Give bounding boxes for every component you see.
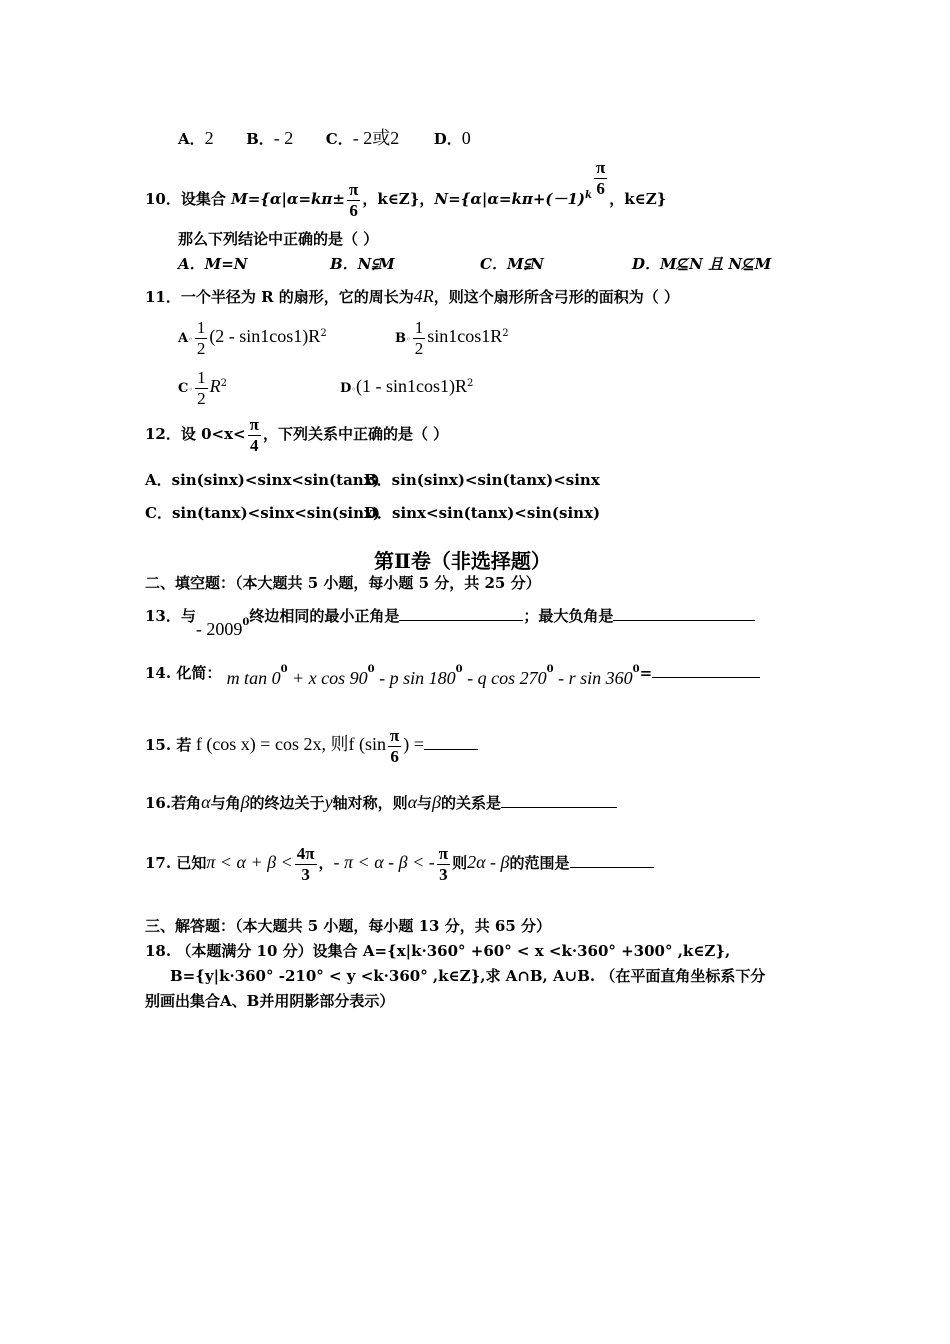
q15 <box>145 722 478 767</box>
q18-line-3: 别画出集合A、B并用阴影部分表示） <box>145 992 395 1010</box>
q12-four: 4 <box>250 435 259 455</box>
q9-option-c-label: C． <box>325 130 353 148</box>
q12-text-a: 设 0<x< <box>180 425 246 443</box>
q11-option-d: D◦(1 - $\sin 1\cos 1)R^2$ <box>340 376 474 396</box>
q16-text-c: 的终边关于 <box>249 794 325 812</box>
q14 <box>145 655 760 688</box>
q16-text-f: 的关系是 <box>441 794 502 812</box>
q10-pi: π <box>348 179 359 199</box>
q12-frac-pi-4 <box>248 415 261 456</box>
q12-pi: π <box>249 414 259 434</box>
q17-pi: π <box>438 843 449 863</box>
q11-half-den: 2 <box>196 338 206 358</box>
q17-three: 3 <box>301 864 310 884</box>
q13-text-c: ；最大负角是 <box>523 607 614 625</box>
q14-term-5: - r sin 360 <box>553 668 633 688</box>
q13-text-b: 终边相同的最小正角是 <box>249 607 400 625</box>
q16 <box>145 792 617 813</box>
q14-term-3: - p sin 180 <box>374 668 456 688</box>
q10-set-n: N={α|α=kπ+(－1) <box>434 190 586 208</box>
q11-half-num-b: 1 <box>414 317 424 337</box>
q10-six-b: 6 <box>596 178 605 198</box>
q11-option-b-label: B <box>395 331 406 346</box>
q14-answer-blank[interactable] <box>652 663 760 678</box>
q16-beta-b: β <box>432 792 442 812</box>
q10-option-b: B．N⫋M <box>330 255 395 273</box>
q11-option-d-expr: (1 - sin1cos1)R <box>356 376 467 396</box>
q11-option-a-expr: (2 - sin1cos1)R <box>209 326 321 346</box>
q11-option-a-label: A <box>178 331 189 346</box>
q10-frac-pi-6 <box>347 180 360 221</box>
q11-text: 一个半径为 R 的扇形，它的周长为 <box>180 288 414 306</box>
q10-text: 设集合 <box>180 190 232 208</box>
q17-answer-blank[interactable] <box>570 853 654 868</box>
q11-number: 11． <box>145 288 181 306</box>
q10-option-d: D．M⊈N 且 N⊈M <box>632 255 772 273</box>
q11-half-den-b: 2 <box>414 338 424 358</box>
q9-option-a-label: A． <box>178 130 205 148</box>
q11-option-d-label: D <box>340 381 352 396</box>
q15-answer-blank[interactable] <box>424 735 478 750</box>
q16-answer-blank[interactable] <box>501 793 617 808</box>
q11-square-c: 2 <box>220 378 227 389</box>
q17-frac-4pi-3 <box>295 844 317 885</box>
q10-k-in-z: ，k∈Z}， <box>362 190 435 208</box>
q10-number: 10． <box>145 190 181 208</box>
q10-stem <box>145 157 667 229</box>
q17-text-a: 17. 已知 <box>145 854 207 872</box>
q15-six: 6 <box>390 746 399 766</box>
q15-expr-a: f (cos x) = cos 2x, 则f (sin <box>191 734 386 754</box>
q9-option-d-value: 0 <box>461 128 471 148</box>
q12-option-a: A．sin(sinx)<sinx<sin(tanx) <box>145 471 380 489</box>
q17-expr-c: 2α - β <box>467 852 510 872</box>
q12-number: 12． <box>145 425 181 443</box>
q11-option-b: B◦ $\frac{1}{2}$ $\sin 1\cos 1R^2$ <box>395 317 509 358</box>
q11-half-num: 1 <box>196 317 206 337</box>
q14-deg-2: 0 <box>367 664 375 675</box>
q10-option-a: A．M=N <box>178 255 248 273</box>
q13-number: 13．与 <box>145 607 196 625</box>
q16-alpha: α <box>201 792 211 812</box>
q16-text-b: 与角 <box>210 794 241 812</box>
q9-option-b-value: - 2 <box>273 128 294 148</box>
q10-end: ，k∈Z} <box>609 190 667 208</box>
q17-frac-pi-3 <box>437 844 450 885</box>
q11-perimeter: 4R <box>413 286 434 306</box>
q17-expr-b: - π < α - β < - <box>333 852 435 872</box>
q12-option-b: B．sin(sinx)<sin(tanx)<sinx <box>364 471 600 489</box>
q12-stem <box>145 412 448 456</box>
q10-six: 6 <box>349 200 358 220</box>
q14-term-4: - q cos 270 <box>462 668 547 688</box>
q14-term-2: + x cos 90 <box>287 668 368 688</box>
q17-comma: ， <box>318 854 334 872</box>
q14-number: 14. 化简： <box>145 664 222 682</box>
q10-option-c: C．M⫋N <box>480 255 544 273</box>
q10-question: 那么下列结论中正确的是（ ） <box>178 230 379 248</box>
q11-half-c <box>195 368 208 409</box>
q13-angle: - 2009 <box>195 619 243 639</box>
q11-half-b <box>413 318 426 359</box>
q10-pi-b: π <box>595 157 606 177</box>
q11-square-b: 2 <box>502 328 509 339</box>
q15-expr-b: ) = <box>403 734 424 754</box>
q13-degree: 0 <box>242 617 250 628</box>
q14-deg-1: 0 <box>280 664 288 675</box>
q16-alpha-b: α <box>407 792 418 812</box>
q16-text-e: 与 <box>417 794 433 812</box>
q9-option-a-value: 2 <box>204 128 214 148</box>
q11-half-a <box>195 318 208 359</box>
q11-option-b-expr: sin1cos1R <box>427 326 503 346</box>
q11-half-num-c: 1 <box>197 367 206 387</box>
q17-expr-a: π < α + β < <box>206 852 293 872</box>
q16-beta: β <box>240 792 250 812</box>
q17-text-b: 则 <box>452 854 468 872</box>
q9-option-b-label: B． <box>246 130 274 148</box>
q17 <box>145 840 654 885</box>
q15-number: 15. 若 <box>145 736 192 754</box>
q15-pi: π <box>389 725 400 745</box>
section3-heading: 三、解答题：（本大题共 5 小题，每小题 13 分，共 65 分） <box>145 917 552 935</box>
q11-option-a: A◦ $\frac{1}{2}$ $(2 - \sin 1\cos 1)R^2$ <box>178 317 327 358</box>
q10-set-m: M={α|α=kπ± <box>231 190 345 208</box>
q17-three-b: 3 <box>439 864 448 884</box>
q11-stem <box>145 286 679 307</box>
q11-half-den-c: 2 <box>197 388 206 408</box>
q15-frac-pi-6 <box>388 726 401 767</box>
q18-line-2: B={y|k·360° -210° < y <k·360° ,k∈Z},求 A∩B, A∪B. （在平面直角坐标系下分 <box>170 967 766 985</box>
q13 <box>145 603 755 639</box>
q14-term-1: m tan 0 <box>226 668 281 688</box>
q14-equals: = <box>639 664 653 682</box>
q17-4pi: 4π <box>296 843 315 863</box>
q16-text-a: 16.若角 <box>145 794 202 812</box>
q11-square-d: 2 <box>467 378 474 389</box>
q12-option-c: C．sin(tanx)<sinx<sin(sinx) <box>145 504 381 522</box>
q9-option-c-value: - 2或2 <box>352 128 400 148</box>
q13-answer-blank-2[interactable] <box>613 606 755 621</box>
q9-option-d-label: D． <box>433 130 462 148</box>
q11-text-end: ，则这个扇形所含弓形的面积为（ ） <box>433 288 680 306</box>
q14-deg-3: 0 <box>455 664 463 675</box>
q11-square: 2 <box>320 328 327 339</box>
q13-answer-blank-1[interactable] <box>399 606 523 621</box>
q10-frac-pi-6-b <box>594 158 607 199</box>
q16-y: y <box>324 792 333 812</box>
q18-line-1: 18. （本题满分 10 分）设集合 A={x|k·360° +60° < x <k·360° +300° ,k∈Z}, <box>145 942 731 960</box>
q11-option-c-expr: R <box>209 376 221 396</box>
part2-title: 第Ⅱ卷（非选择题） <box>374 549 551 573</box>
q11-option-c-label: C <box>178 381 189 396</box>
q14-deg-4: 0 <box>546 664 554 675</box>
q17-text-c: 的范围是 <box>509 854 570 872</box>
section2-heading: 二、填空题：（本大题共 5 小题，每小题 5 分，共 25 分） <box>145 574 541 592</box>
q10-k-exponent: k <box>585 190 592 201</box>
q12-text-b: ，下列关系中正确的是（ ） <box>262 425 449 443</box>
q12-option-d: D．sinx<sin(tanx)<sin(sinx) <box>364 504 601 522</box>
q16-text-d: 轴对称，则 <box>332 794 408 812</box>
q14-deg-5: 0 <box>632 664 640 675</box>
q11-option-c: C◦ $\frac{1}{2}$ $R^2$ <box>178 367 227 408</box>
q9-options <box>178 128 471 149</box>
